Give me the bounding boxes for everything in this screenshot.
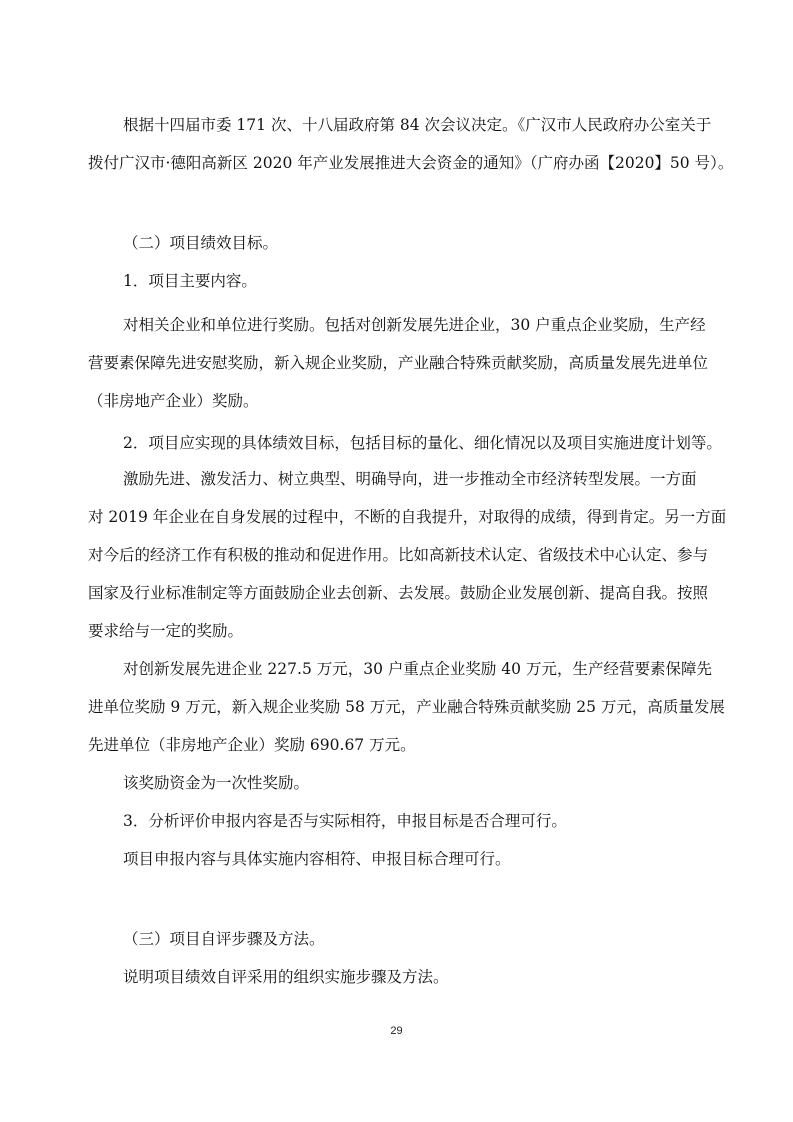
item-2-p1-line-2: 对 2019 年企业在自身发展的过程中，不断的自我提升，对取得的成绩，得到肯定。另一方面 [88, 508, 727, 526]
item-2-p3-line-1: 该奖励资金为一次性奖励。 [123, 774, 310, 792]
item-1-line-2: 营要素保障先进安慰奖励，新入规企业奖励，产业融合特殊贡献奖励，高质量发展先进单位 [88, 354, 709, 372]
item-2-p1-line-3: 对今后的经济工作有积极的推动和促进作用。比如高新技术认定、省级技术中心认定、参与 [88, 546, 709, 564]
item-1-heading: 1．项目主要内容。 [123, 272, 257, 290]
item-3-heading: 3．分析评价申报内容是否与实际相符，申报目标是否合理可行。 [123, 812, 567, 830]
item-1-line-1: 对相关企业和单位进行奖励。包括对创新发展先进企业，30 户重点企业奖励，生产经 [123, 316, 706, 334]
basis-line-1: 根据十四届市委 171 次、十八届政府第 84 次会议决定。《广汉市人民政府办公室关于 [123, 116, 712, 134]
section-2-heading: （二）项目绩效目标。 [123, 234, 279, 252]
item-2-p1-line-1: 激励先进、激发活力、树立典型、明确导向，进一步推动全市经济转型发展。一方面 [123, 470, 697, 488]
item-2-p2-line-3: 先进单位（非房地产企业）奖励 690.67 万元。 [88, 736, 416, 754]
basis-line-2: 拨付广汉市·德阳高新区 2020 年产业发展推进大会资金的通知》（广府办函【2020】50 号）。 [88, 154, 734, 172]
section-3-heading: （三）项目自评步骤及方法。 [123, 930, 325, 948]
item-2-p2-line-1: 对创新发展先进企业 227.5 万元，30 户重点企业奖励 40 万元，生产经营要素保障先 [123, 660, 712, 678]
section-3-line-1: 说明项目绩效自评采用的组织实施步骤及方法。 [123, 968, 449, 986]
page-number: 29 [390, 1025, 403, 1037]
item-3-line-1: 项目申报内容与具体实施内容相符、申报目标合理可行。 [123, 850, 511, 868]
item-2-p1-line-4: 国家及行业标准制定等方面鼓励企业去创新、去发展。鼓励企业发展创新、提高自我。按照 [88, 584, 709, 602]
item-2-p2-line-2: 进单位奖励 9 万元，新入规企业奖励 58 万元，产业融合特殊贡献奖励 25 万元，高质量发展 [88, 698, 725, 716]
item-2-p1-line-5: 要求给与一定的奖励。 [88, 622, 244, 640]
item-2-heading: 2．项目应实现的具体绩效目标，包括目标的量化、细化情况以及项目实施进度计划等。 [123, 434, 722, 452]
item-1-line-3: （非房地产企业）奖励。 [88, 392, 259, 410]
